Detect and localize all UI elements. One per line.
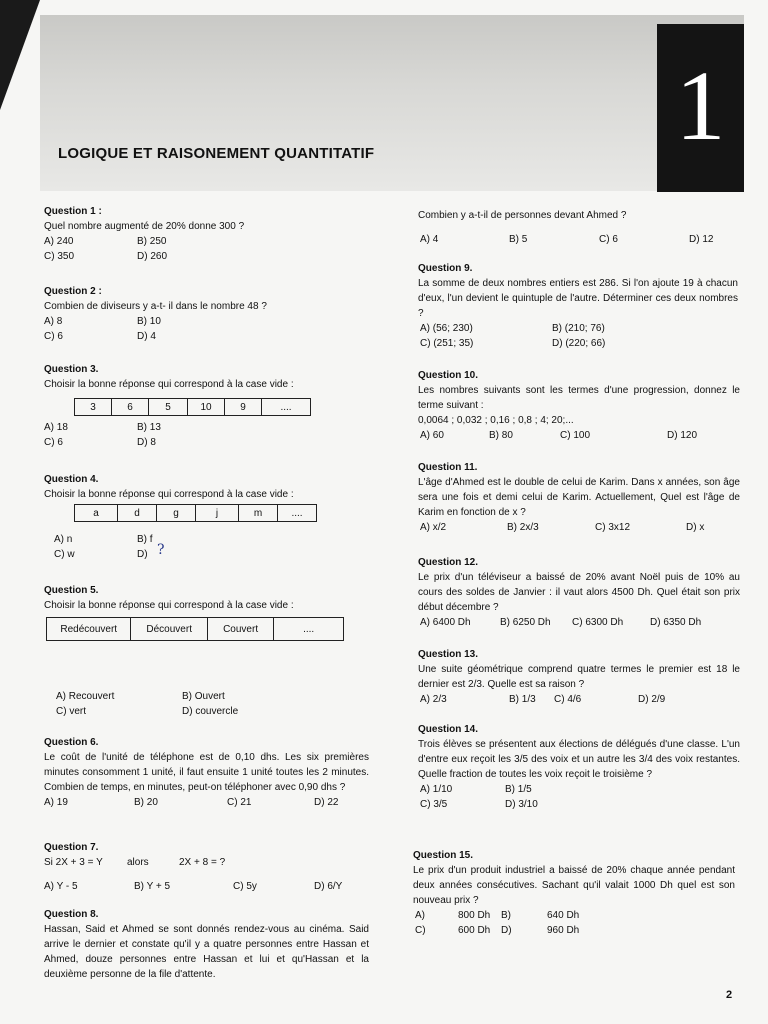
question-heading: Question 6. [44, 737, 99, 748]
option-b: B) Ouvert [182, 691, 225, 702]
question-heading: Question 7. [44, 842, 99, 853]
sequence-cell: 5 [149, 399, 188, 416]
question-text: Les nombres suivants sont les termes d'une progression, donnez le terme suivant : [418, 385, 740, 411]
option-d: D) (220; 66) [552, 338, 606, 349]
option-b: B) f [137, 534, 153, 545]
option-c: C) 100 [560, 430, 591, 441]
question-text: Combien y a-t-il de personnes devant Ahmed ? [418, 210, 627, 221]
option-d: D) 260 [137, 251, 168, 262]
question-text: L'âge d'Ahmed est le double de celui de Karim. Dans x années, son âge sera une fois et demi celui de Karim. Actuellement, Quel est l'âge de Karim en fonction de x ? [418, 477, 740, 518]
option-d: D) 6/Y [314, 881, 343, 892]
sequence-cell: Découvert [131, 618, 207, 641]
question-2 [44, 284, 344, 344]
question-13 [418, 647, 740, 707]
option-a: A) 18 [44, 422, 68, 433]
sequence-cell: a [75, 505, 118, 522]
option-c: C) 6 [44, 331, 63, 342]
option-d: D) 6350 Dh [650, 617, 702, 628]
option-c: C) 6300 Dh [572, 617, 624, 628]
option-a: A) 1/10 [420, 784, 453, 795]
question-text: Choisir la bonne réponse qui correspond à la case vide : [44, 600, 294, 611]
option-b: B) [501, 910, 511, 921]
sequence-table [74, 398, 311, 416]
question-14 [418, 722, 740, 812]
option-b: B) 80 [489, 430, 513, 441]
option-b: B) 5 [509, 234, 528, 245]
chapter-title: LOGIQUE ET RAISONEMENT QUANTITATIF [58, 145, 375, 162]
question-heading: Question 5. [44, 585, 99, 596]
option-a: A) Recouvert [56, 691, 115, 702]
option-d-value: 960 Dh [547, 925, 580, 936]
question-heading: Question 4. [44, 474, 99, 485]
option-c: C) [415, 925, 426, 936]
option-c: C) 6 [44, 437, 63, 448]
option-c: C) 21 [227, 797, 252, 808]
option-d: D) 120 [667, 430, 698, 441]
question-4 [44, 472, 344, 562]
option-b: B) 2x/3 [507, 522, 539, 533]
option-a: A) x/2 [420, 522, 447, 533]
option-d: D) 12 [689, 234, 714, 245]
option-a: A) 240 [44, 236, 74, 247]
question-7 [44, 840, 369, 894]
question-heading: Question 13. [418, 649, 479, 660]
handwritten-question-mark: ? [157, 542, 165, 558]
question-heading: Question 12. [418, 557, 479, 568]
option-c-value: 600 Dh [458, 925, 491, 936]
question-10 [418, 368, 740, 443]
sequence-cell: 9 [225, 399, 262, 416]
question-text: Une suite géométrique comprend quatre termes le premier est 18 le dernier est 2/3. Quelle est sa raison ? [418, 664, 740, 690]
question-heading: Question 9. [418, 263, 473, 274]
question-text: Quel nombre augmenté de 20% donne 300 ? [44, 221, 245, 232]
question-15 [413, 848, 735, 938]
question-11 [418, 460, 740, 535]
option-a: A) Y - 5 [44, 881, 78, 892]
option-a: A) 60 [420, 430, 444, 441]
option-c: C) 3/5 [420, 799, 448, 810]
sequence-cell: Redécouvert [47, 618, 131, 641]
option-d: D) [137, 549, 148, 560]
question-3 [44, 362, 344, 450]
option-d: D) 4 [137, 331, 156, 342]
sequence-cell: 10 [188, 399, 225, 416]
option-c: C) vert [56, 706, 86, 717]
question-1 [44, 204, 344, 264]
sequence-table [46, 617, 344, 641]
sequence-cell-blank: .... [262, 399, 311, 416]
sequence-cell: Couvert [207, 618, 273, 641]
sequence-cell: g [157, 505, 196, 522]
question-8 [44, 907, 369, 982]
question-12 [418, 555, 740, 630]
option-d: D) 8 [137, 437, 156, 448]
header-banner [40, 15, 744, 191]
page-number: 2 [726, 989, 733, 1001]
option-d: D) x [686, 522, 705, 533]
option-d: D) 22 [314, 797, 339, 808]
option-c: C) 350 [44, 251, 75, 262]
sequence-cell: d [118, 505, 157, 522]
option-a-value: 800 Dh [458, 910, 491, 921]
question-text: Combien de diviseurs y a-t- il dans le nombre 48 ? [44, 301, 267, 312]
equation-connector: alors [127, 857, 149, 868]
question-text: Le coût de l'unité de téléphone est de 0,10 dhs. Les six premières minutes consomment 1 unité, il faut ensuite 1 unité toutes les 2 minutes. Combien de temps, en minutes, peut-on téléphoner avec 0,90 dhs ? [44, 752, 369, 793]
option-d: D) 3/10 [505, 799, 538, 810]
question-text: Choisir la bonne réponse qui correspond à la case vide : [44, 379, 294, 390]
sequence-cell: 3 [75, 399, 112, 416]
chapter-number: 1 [675, 50, 726, 161]
question-heading: Question 11. [418, 462, 478, 473]
sequence-cell: m [239, 505, 278, 522]
option-b-value: 640 Dh [547, 910, 580, 921]
option-d: D) [501, 925, 512, 936]
option-c: C) w [54, 549, 75, 560]
option-b: B) 250 [137, 236, 167, 247]
question-heading: Question 10. [418, 370, 479, 381]
option-a: A) [415, 910, 425, 921]
sequence-cell-blank: .... [278, 505, 317, 522]
question-text: Le prix d'un téléviseur a baissé de 20% avant Noël puis de 10% au cours des soldes de Janvier : il vaut alors 4500 Dh. Quel était son prix début décembre ? [418, 572, 740, 613]
option-a: A) 19 [44, 797, 68, 808]
option-d: D) couvercle [182, 706, 239, 717]
option-a: A) 4 [420, 234, 439, 245]
option-a: A) 8 [44, 316, 63, 327]
question-text: Choisir la bonne réponse qui correspond à la case vide : [44, 489, 294, 500]
option-b: B) 1/5 [505, 784, 532, 795]
question-text: Trois élèves se présentent aux élections de délégués d'une classe. L'un d'entre eux reçoit les 3/5 des voix et un autre les 3/4 des voix restantes. Quelle fraction de toutes les voix reçoit le troisième ? [418, 739, 740, 780]
option-a: A) n [54, 534, 73, 545]
option-a: A) (56; 230) [420, 323, 473, 334]
option-b: B) 13 [137, 422, 161, 433]
option-c: C) 6 [599, 234, 618, 245]
option-b: B) (210; 76) [552, 323, 605, 334]
option-b: B) 1/3 [509, 694, 536, 705]
question-text: Le prix d'un produit industriel a baissé de 20% chaque année pendant deux années consécutives. Sachant qu'il valait 1000 Dh quel est son nouveau prix ? [413, 865, 735, 906]
option-c: C) 4/6 [554, 694, 582, 705]
question-heading: Question 15. [413, 850, 474, 861]
question-heading: Question 1 : [44, 206, 102, 217]
equation-right: 2X + 8 = ? [179, 857, 226, 868]
question-6 [44, 735, 369, 810]
option-c: C) 5y [233, 881, 257, 892]
question-8-continued [418, 208, 743, 247]
option-c: C) (251; 35) [420, 338, 474, 349]
option-a: A) 6400 Dh [420, 617, 471, 628]
question-text: La somme de deux nombres entiers est 286. Si l'on ajoute 19 à chacun d'eux, l'un devient le quintuple de l'autre. Déterminer ces deux nombres ? [418, 278, 738, 319]
question-9 [418, 261, 738, 351]
question-heading: Question 14. [418, 724, 479, 735]
sequence-cell: 6 [112, 399, 149, 416]
option-b: B) 10 [137, 316, 161, 327]
option-a: A) 2/3 [420, 694, 447, 705]
scan-shadow [0, 0, 40, 110]
question-text: Hassan, Said et Ahmed se sont donnés rendez-vous au cinéma. Said arrive le dernier et constate qu'il y a quatre personnes entre Hassan et Ahmed, douze personnes entre Hassan et lui et qu'Hassan et la deuxième personne de la file d'attente. [44, 924, 369, 980]
sequence-cell-blank: .... [274, 618, 344, 641]
option-c: C) 3x12 [595, 522, 631, 533]
question-heading: Question 3. [44, 364, 99, 375]
question-heading: Question 2 : [44, 286, 102, 297]
question-5 [44, 583, 344, 719]
option-b: B) Y + 5 [134, 881, 171, 892]
option-b: B) 6250 Dh [500, 617, 551, 628]
chapter-box [657, 24, 744, 192]
equation-left: Si 2X + 3 = Y [44, 857, 103, 868]
option-b: B) 20 [134, 797, 158, 808]
sequence-text: 0,0064 ; 0,032 ; 0,16 ; 0,8 ; 4; 20;... [418, 415, 574, 426]
option-d: D) 2/9 [638, 694, 666, 705]
sequence-table [74, 504, 317, 522]
question-heading: Question 8. [44, 909, 99, 920]
sequence-cell: j [196, 505, 239, 522]
